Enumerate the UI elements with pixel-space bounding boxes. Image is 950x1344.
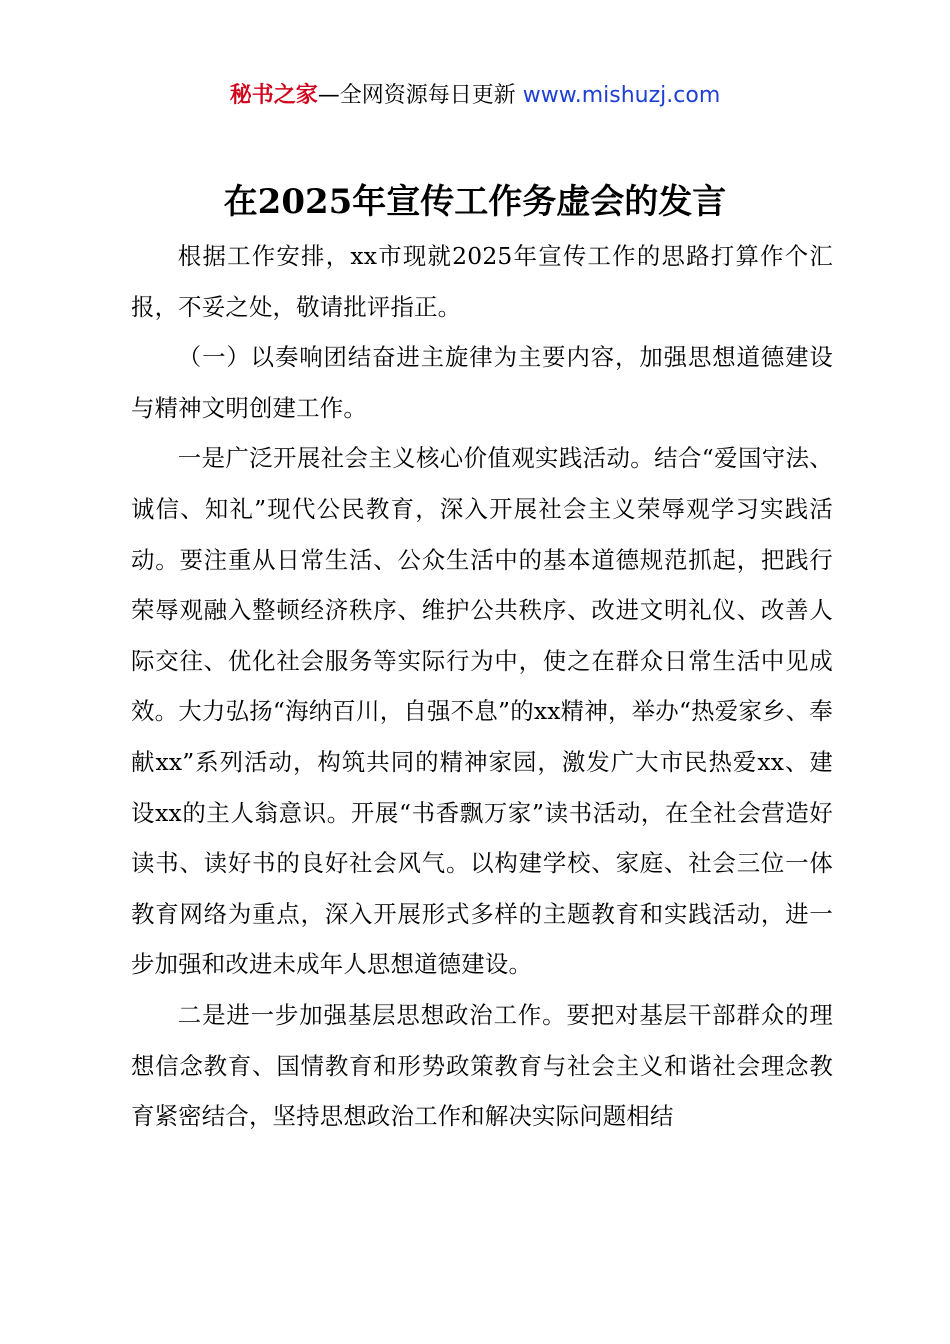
- paragraph-point-one: 一是广泛开展社会主义核心价值观实践活动。结合“爱国守法、诚信、知礼”现代公民教育，深入开展社会主义荣辱观学习实践活动。要注重从日常生活、公众生活中的基本道德规范抓起，把践行荣辱观融入整顿经济秩序、维护公共秩序、改进文明礼仪、改善人际交往、优化社会服务等实际行为中，使之在群众日常生活中见成效。大力弘扬“海纳百川，自强不息”的xx精神，举办“热爱家乡、奉献xx”系列活动，构筑共同的精神家园，激发广大市民热爱xx、建设xx的主人翁意识。开展“书香飘万家”读书活动，在全社会营造好读书、读好书的良好社会风气。以构建学校、家庭、社会三位一体教育网络为重点，深入开展形式多样的主题教育和实践活动，进一步加强和改进未成年人思想道德建设。: [131, 444, 833, 979]
- document-body: [131, 231, 833, 1142]
- paragraph-section-heading: （一）以奏响团结奋进主旋律为主要内容，加强思想道德建设与精神文明创建工作。: [131, 343, 833, 422]
- site-brand: 秘书之家: [229, 83, 318, 108]
- site-header: [0, 80, 950, 112]
- paragraph-intro: 根据工作安排，xx市现就2025年宣传工作的思路打算作个汇报，不妥之处，敬请批评指正。: [131, 242, 833, 321]
- paragraph-point-two: 二是进一步加强基层思想政治工作。要把对基层干部群众的理想信念教育、国情教育和形势政策教育与社会主义和谐社会理念教育紧密结合，坚持思想政治工作和解决实际问题相结: [131, 1000, 833, 1131]
- site-url-link[interactable]: www.mishuzj.com: [522, 83, 721, 108]
- document-title: 在2025年宣传工作务虚会的发言: [223, 182, 727, 222]
- site-tagline: —全网资源每日更新: [317, 83, 523, 108]
